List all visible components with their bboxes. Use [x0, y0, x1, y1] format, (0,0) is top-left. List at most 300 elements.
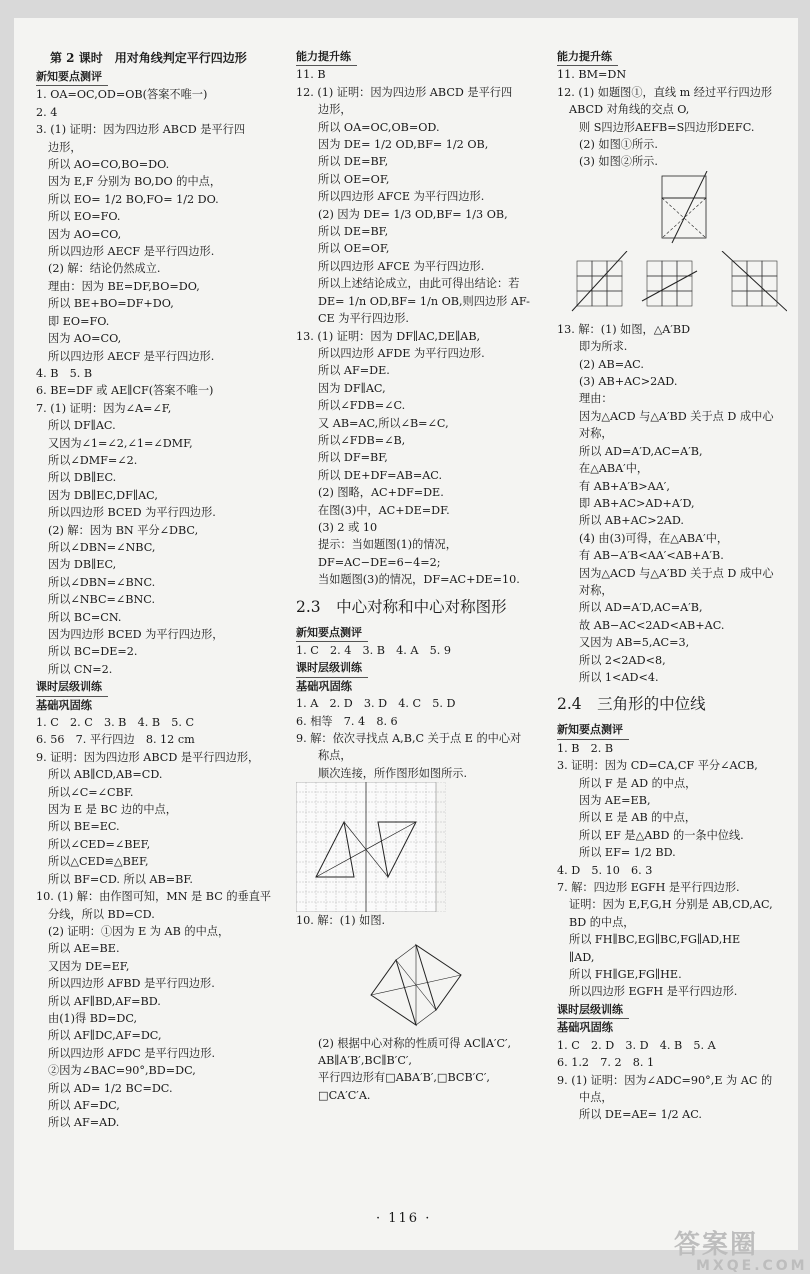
line-text: 所以∠DMF=∠2.	[48, 453, 138, 467]
line-text: 因为四边形 BCED 为平行四边形，	[48, 628, 224, 641]
answer-line	[36, 818, 294, 835]
line-text: ABCD 对角线的交点 O,	[569, 103, 690, 117]
line-text: 因为 E 是 BC 边的中点，	[48, 803, 177, 817]
answer-line	[36, 348, 294, 365]
line-text: 即 EO=FO.	[48, 314, 110, 328]
answer-line	[557, 547, 810, 564]
line-text: 4. D 5. 10 6. 3	[557, 863, 653, 877]
line-text: 12. (1) 如题图①，直线 m 经过平行四边形	[557, 85, 773, 99]
answer-line	[557, 530, 810, 547]
answer-line	[296, 171, 554, 188]
answer-line	[296, 449, 554, 466]
answer-line	[36, 766, 294, 783]
line-text: 由(1)得 BD=DC,	[48, 1011, 138, 1025]
page-number-text: 116	[388, 1211, 420, 1226]
line-text: 所以∠DBN=∠BNC.	[48, 575, 156, 589]
answer-line	[296, 293, 554, 310]
line-text: 又 AB=AC,所以∠B=∠C,	[318, 416, 449, 430]
answer-line	[36, 626, 294, 643]
answer-line	[557, 669, 810, 686]
answer-line	[296, 642, 554, 659]
answer-line	[296, 713, 554, 730]
line-text: 在△ABA′中，	[579, 462, 649, 476]
line-text: 第 2 课时 用对角线判定平行四边形	[50, 51, 247, 65]
answer-line	[557, 949, 810, 966]
answer-line	[557, 356, 810, 373]
line-text: 因为 AO=CO,	[48, 227, 122, 241]
line-text: 新知要点测评	[296, 625, 362, 639]
line-text: 4. B 5. B	[36, 366, 93, 380]
line-text: 所以四边形 AECF 是平行四边形.	[48, 245, 215, 259]
answer-line	[557, 599, 810, 616]
line-text: (2) 解：结论仍然成立.	[48, 262, 161, 276]
answer-line	[296, 1069, 554, 1086]
line-text: 新知要点测评	[557, 723, 623, 737]
line-text: 所以 OE=OF,	[318, 242, 390, 256]
line-text: 因为 DB∥EC,DF∥AC,	[48, 488, 158, 502]
line-text: (3) AB+AC>2AD.	[579, 375, 678, 389]
line-text: 因为 DF∥AC,	[318, 381, 386, 395]
line-text: 所以 E 是 AB 的中点，	[579, 811, 697, 825]
answer-line	[557, 844, 810, 861]
subsection-label	[36, 678, 108, 696]
line-text: 平行四边形有□ABA′B′,□BCB′C′,	[318, 1071, 490, 1085]
answer-line	[296, 101, 554, 118]
line-text: 所以 EO=FO.	[48, 210, 121, 224]
answer-line	[296, 765, 554, 782]
line-text: 顺次连接，所作图形如图所示.	[318, 766, 467, 780]
subsection-label	[296, 624, 368, 642]
line-text: 所以∠FDB=∠C.	[318, 399, 406, 413]
line-text: 所以 AD=A′D,AC=A′B,	[579, 601, 703, 615]
answer-line	[36, 417, 294, 434]
answer-line	[296, 415, 554, 432]
answer-line	[36, 365, 294, 382]
line-text: 对称，	[579, 583, 613, 597]
line-text: (2) 证明：①因为 E 为 AB 的中点，	[48, 924, 230, 938]
answer-line	[557, 443, 810, 460]
line-text: 9. (1) 证明：因为∠ADC=90°,E 为 AC 的	[557, 1073, 773, 1087]
line-text: 在图(3)中，AC+DE=DF.	[318, 503, 450, 517]
answer-page	[14, 18, 808, 1274]
line-text: (2) 如图①所示.	[579, 138, 658, 152]
answer-line	[36, 487, 294, 504]
line-text: 所以∠C=∠CBF.	[48, 785, 134, 799]
answer-line	[36, 958, 294, 975]
watermark-logo: 答案圈	[674, 1230, 759, 1260]
answer-line	[557, 914, 810, 931]
answer-line	[296, 536, 554, 553]
subsection-label	[36, 68, 108, 86]
line-text: 则 S四边形AEFB=S四边形DEFC.	[579, 120, 755, 134]
line-text: 所以四边形 AFDC 是平行四边形.	[48, 1046, 216, 1060]
answer-line	[36, 173, 294, 190]
line-text: 2.3 中心对称和中心对称图形	[296, 597, 507, 616]
line-text: 边形，	[318, 103, 352, 117]
line-text: 所以 AB+AC>2AD.	[579, 514, 684, 528]
answer-line	[296, 502, 554, 519]
answer-line	[557, 896, 810, 913]
answer-line	[296, 240, 554, 257]
line-text: 又因为 AB=5,AC=3,	[579, 636, 690, 650]
figure-two-squares	[557, 251, 787, 321]
answer-line	[296, 206, 554, 223]
answer-line	[557, 565, 810, 582]
line-text: 所以 CN=2.	[48, 662, 113, 676]
answer-line	[296, 432, 554, 449]
line-text: 2. 4	[36, 105, 58, 119]
answer-line	[36, 86, 294, 103]
answer-line	[36, 749, 294, 766]
line-text: 3. (1) 证明：因为四边形 ABCD 是平行四	[36, 123, 246, 137]
line-text: 所以 AF=DC,	[48, 1098, 120, 1112]
answer-line	[557, 495, 810, 512]
line-text: 1. C 2. 4 3. B 4. A 5. 9	[296, 644, 451, 657]
answer-line	[557, 460, 810, 477]
line-text: 又因为∠1=∠2,∠1=∠DMF,	[48, 436, 193, 450]
answer-line	[36, 539, 294, 556]
line-text: 证明：因为 E,F,G,H 分别是 AB,CD,AC,	[569, 898, 773, 912]
line-text: 能力提升练	[296, 50, 351, 63]
line-text: 理由：因为 BE=DF,BO=DO,	[48, 279, 200, 293]
answer-line	[557, 338, 810, 355]
symmetry-quad-figure	[356, 930, 506, 1035]
line-text: 1. B 2. B	[557, 741, 614, 755]
answer-line	[296, 84, 554, 101]
answer-line	[36, 1097, 294, 1114]
answer-line	[36, 435, 294, 452]
line-text: 所以 DE=AE= 1/2 AC.	[579, 1108, 702, 1122]
line-text: 9. 解：依次寻找点 A,B,C 关于点 E 的中心对	[296, 732, 522, 746]
line-text: 所以 DF=BF,	[318, 451, 388, 465]
answer-line	[557, 617, 810, 634]
line-text: 因为△ACD 与△A′BD 关于点 D 成中心	[579, 566, 774, 580]
answer-line	[557, 931, 810, 948]
figure-grid	[296, 782, 554, 912]
answer-line	[36, 452, 294, 469]
symmetry-grid-figure	[296, 782, 446, 912]
line-text: 13. (1) 证明：因为 DF∥AC,DE∥AB,	[296, 329, 481, 343]
line-text: 9. 证明：因为四边形 ABCD 是平行四边形，	[36, 750, 260, 764]
answer-line	[36, 104, 294, 121]
line-text: ②因为∠BAC=90°,BD=DC,	[48, 1064, 196, 1078]
line-text: 所以 AE=BE.	[48, 942, 120, 956]
line-text: 能力提升练	[557, 50, 612, 63]
line-text: 所以∠NBC=∠BNC.	[48, 593, 156, 607]
answer-line	[557, 634, 810, 651]
answer-line	[557, 1089, 810, 1106]
line-text: 所以 FH∥GE,FG∥HE.	[569, 968, 682, 982]
answer-line	[36, 1045, 294, 1062]
answer-line	[36, 121, 294, 138]
answer-line	[36, 295, 294, 312]
subsection-label	[296, 659, 368, 677]
line-text: 因为 AE=EB,	[579, 794, 651, 807]
answer-line	[36, 1010, 294, 1027]
answer-line	[36, 643, 294, 660]
answer-line	[36, 661, 294, 678]
answer-line	[36, 400, 294, 417]
answer-line	[36, 591, 294, 608]
answer-line	[557, 390, 810, 407]
answer-line	[557, 408, 810, 425]
line-text: □CA′C′A.	[318, 1088, 371, 1102]
answer-line	[36, 1080, 294, 1097]
answer-line	[36, 993, 294, 1010]
answer-line	[36, 609, 294, 626]
answer-line	[36, 731, 294, 748]
line-text: 所以 DE=BF,	[318, 225, 389, 239]
line-text: 所以 AD=A′D,AC=A′B,	[579, 444, 703, 458]
answer-line	[296, 1035, 554, 1052]
figure-quad	[296, 930, 554, 1035]
answer-line	[557, 1072, 810, 1089]
answer-line	[557, 879, 810, 896]
line-text: 所以 F 是 AD 的中点，	[579, 776, 697, 790]
line-text: 所以 AF=AD.	[48, 1116, 120, 1130]
line-text: 中点，	[579, 1090, 613, 1104]
answer-line	[296, 467, 554, 484]
line-text: 即 AB+AC>AD+A′D,	[579, 496, 695, 510]
page-number: · 116 ·	[376, 1211, 432, 1226]
line-text: 6. 56 7. 平行四边 8. 12 cm	[36, 733, 195, 747]
line-text: 称点，	[318, 749, 352, 763]
line-text: 所以四边形 AFDE 为平行四边形.	[318, 346, 485, 360]
line-text: 所以 BC=DE=2.	[48, 645, 138, 659]
section-heading	[296, 592, 554, 622]
line-text: 11. BM=DN	[557, 68, 627, 82]
answer-line	[36, 243, 294, 260]
answer-line	[36, 836, 294, 853]
line-text: (3) 2 或 10	[318, 520, 378, 534]
answer-line	[36, 260, 294, 277]
line-text: DE= 1/n OD,BF= 1/n OB,则四边形 AF-	[318, 294, 530, 308]
line-text: 因为△ACD 与△A′BD 关于点 D 成中心	[579, 409, 774, 423]
answer-line	[557, 983, 810, 1000]
answer-line	[36, 1027, 294, 1044]
line-text: DF=AC−DE=6−4=2;	[318, 555, 441, 569]
answer-line	[36, 278, 294, 295]
answer-line	[36, 191, 294, 208]
answer-line	[296, 397, 554, 414]
answer-line	[296, 695, 554, 712]
figure-one-squares	[557, 171, 787, 251]
answer-line	[557, 652, 810, 669]
answer-line	[36, 784, 294, 801]
line-text: 所以 OA=OC,OB=OD.	[318, 120, 440, 134]
line-text: 11. B	[296, 68, 326, 82]
line-text: 因为 AO=CO,	[48, 332, 122, 346]
line-text: 1. OA=OC,OD=OB(答案不唯一)	[36, 88, 208, 102]
line-text: 提示：当如题图(1)的情况，	[318, 538, 457, 552]
line-text: 理由：	[579, 392, 613, 406]
answer-line	[557, 1054, 810, 1071]
answer-line	[36, 714, 294, 731]
line-text: 10. (1) 解：由作图可知，MN 是 BC 的垂直平	[36, 890, 272, 904]
answer-line	[36, 697, 294, 714]
answer-line	[557, 136, 810, 153]
answer-line	[557, 321, 810, 338]
line-text: 对称，	[579, 427, 613, 441]
answer-line	[557, 582, 810, 599]
line-text: 所以 1<AD<4.	[579, 670, 659, 684]
line-text: 课时层级训练	[36, 680, 102, 694]
answer-line	[557, 101, 810, 118]
column-left	[36, 48, 294, 1132]
line-text: 所以 EF 是△ABD 的一条中位线.	[579, 828, 744, 842]
answer-line	[36, 975, 294, 992]
line-text: 6. BE=DF 或 AE∥CF(答案不唯一)	[36, 384, 214, 398]
line-text: 6. 相等 7. 4 8. 6	[296, 714, 398, 728]
answer-line	[296, 136, 554, 153]
answer-line	[557, 809, 810, 826]
answer-line	[296, 258, 554, 275]
answer-line	[296, 275, 554, 292]
line-text: 7. (1) 证明：因为∠A=∠F,	[36, 401, 172, 415]
answer-line	[557, 1037, 810, 1054]
answer-line	[36, 469, 294, 486]
line-text: 基础巩固练	[36, 697, 92, 712]
answer-line	[557, 775, 810, 792]
answer-line	[557, 1019, 810, 1036]
answer-line	[36, 923, 294, 940]
answer-line	[296, 554, 554, 571]
answer-line	[36, 139, 294, 156]
line-text: 因为 DE= 1/2 OD,BF= 1/2 OB,	[318, 138, 489, 152]
line-text: (2) 因为 DE= 1/3 OD,BF= 1/3 OB,	[318, 207, 508, 221]
line-text: 6. 1.2 7. 2 8. 1	[557, 1056, 655, 1070]
figure-squares2	[557, 251, 810, 321]
answer-line	[36, 313, 294, 330]
answer-line	[36, 330, 294, 347]
line-text: 所以 EF= 1/2 BD.	[579, 846, 676, 860]
line-text: 有 AB+A′B>AA′,	[579, 479, 670, 493]
answer-line	[296, 747, 554, 764]
line-text: (4) 由(3)可得，在△ABA′中，	[579, 531, 729, 545]
line-text: 所以四边形 EGFH 是平行四边形.	[569, 985, 738, 999]
line-text: 当如题图(3)的情况，DF=AC+DE=10.	[318, 573, 520, 587]
line-text: 所以 BC=CN.	[48, 610, 122, 624]
answer-line	[296, 328, 554, 345]
answer-line	[557, 478, 810, 495]
line-text: 基础巩固练	[557, 1020, 613, 1035]
answer-line	[557, 425, 810, 442]
answer-line	[36, 382, 294, 399]
subsection-label	[557, 1001, 629, 1019]
line-text: 所以 DF∥AC.	[48, 419, 116, 433]
line-text: 所以 BE+BO=DF+DO,	[48, 297, 174, 311]
answer-line	[557, 1106, 810, 1123]
line-text: 故 AB−AC<2AD<AB+AC.	[579, 618, 725, 632]
line-text: 所以 AF∥BD,AF=BD.	[48, 994, 161, 1008]
line-text: 所以 DB∥EC.	[48, 471, 117, 485]
line-text: (2) 解：因为 BN 平分∠DBC,	[48, 523, 199, 537]
line-text: 所以 AO=CO,BO=DO.	[48, 158, 170, 172]
answer-line	[557, 862, 810, 879]
answer-line	[557, 757, 810, 774]
line-text: 所以上述结论成立，由此可得出结论：若	[318, 277, 520, 291]
answer-line	[296, 519, 554, 536]
answer-line	[296, 484, 554, 501]
answer-line	[36, 871, 294, 888]
line-text: 所以四边形 AFBD 是平行四边形.	[48, 977, 215, 991]
answer-line	[296, 912, 554, 929]
line-text: 所以 DE=BF,	[318, 155, 389, 169]
answer-line	[296, 380, 554, 397]
answer-line	[296, 1052, 554, 1069]
line-text: (3) 如图②所示.	[579, 155, 658, 169]
line-text: 3. 证明：因为 CD=CA,CF 平分∠ACB,	[557, 759, 758, 773]
answer-line	[296, 730, 554, 747]
answer-line	[36, 574, 294, 591]
line-text: 所以∠CED=∠BEF,	[48, 837, 151, 851]
line-text: 所以△CED≌△BEF,	[48, 855, 149, 869]
line-text: 边形，	[48, 140, 82, 154]
line-text: 即为所求.	[579, 340, 628, 354]
line-text: 所以四边形 AFCE 为平行四边形.	[318, 259, 485, 273]
answer-line	[36, 1114, 294, 1131]
line-text: 13. 解：(1) 如图，△A′BD	[557, 322, 691, 336]
answer-line	[557, 153, 810, 170]
line-text: 因为 E,F 分别为 BO,DO 的中点，	[48, 175, 222, 189]
line-text: 因为 DB∥EC,	[48, 558, 117, 572]
watermark-site: MXQE.COM	[696, 1258, 808, 1274]
answer-line	[557, 966, 810, 983]
line-text: 课时层级训练	[557, 1002, 623, 1016]
answer-line	[557, 827, 810, 844]
line-text: (2) 图略，AC+DF=DE.	[318, 486, 444, 500]
line-text: 又因为 DE=EF,	[48, 959, 130, 973]
line-text: 新知要点测评	[36, 70, 102, 83]
answer-line	[557, 792, 810, 809]
line-text: 所以 AD= 1/2 BC=DC.	[48, 1081, 173, 1095]
answer-line	[557, 512, 810, 529]
answer-line	[296, 571, 554, 588]
answer-line	[296, 678, 554, 695]
line-text: 10. 解：(1) 如图.	[296, 914, 386, 928]
line-text: 1. C 2. D 3. D 4. B 5. A	[557, 1038, 716, 1052]
subsection-label	[557, 48, 618, 66]
line-text: 1. A 2. D 3. D 4. C 5. D	[296, 697, 456, 711]
answer-line	[296, 345, 554, 362]
answer-line	[557, 84, 810, 101]
line-text: 所以 2<2AD<8,	[579, 653, 666, 667]
line-text: 7. 解：四边形 EGFH 是平行四边形.	[557, 881, 740, 895]
line-text: 基础巩固练	[296, 678, 352, 693]
line-text: 所以四边形 BCED 为平行四边形.	[48, 506, 216, 520]
line-text: 所以∠DBN=∠NBC,	[48, 540, 156, 554]
subsection-label	[296, 48, 357, 66]
line-text: 所以 AB∥CD,AB=CD.	[48, 768, 163, 782]
line-text: 2.4 三角形的中位线	[557, 695, 706, 714]
answer-line	[36, 801, 294, 818]
line-text: CE 为平行四边形.	[318, 312, 409, 326]
answer-line	[296, 66, 554, 83]
line-text: 所以 AF∥DC,AF=DC,	[48, 1029, 162, 1043]
line-text: BD 的中点，	[569, 915, 635, 929]
answer-line	[296, 1087, 554, 1104]
line-text: 1. C 2. C 3. B 4. B 5. C	[36, 716, 195, 730]
line-text: 所以 AF=DE.	[318, 364, 390, 378]
answer-line	[557, 66, 810, 83]
answer-line	[296, 362, 554, 379]
answer-line	[557, 373, 810, 390]
answer-line	[36, 1062, 294, 1079]
line-text: 所以 BE=EC.	[48, 820, 120, 834]
answer-line	[36, 940, 294, 957]
line-text: 有 AB−A′B<AA′<AB+A′B.	[579, 549, 724, 563]
line-text: (2) 根据中心对称的性质可得 AC∥A′C′,	[318, 1036, 512, 1050]
